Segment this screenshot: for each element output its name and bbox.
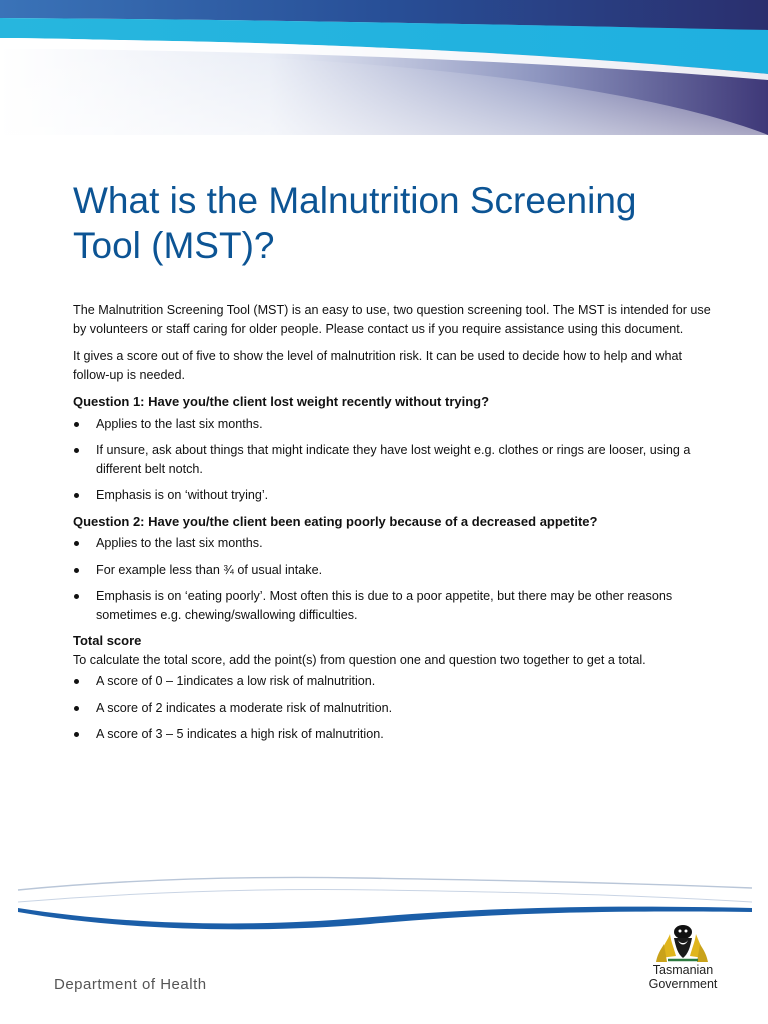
page-title: What is the Malnutrition Screening Tool (MST)? xyxy=(73,180,637,266)
list-item: For example less than ¾ of usual intake. xyxy=(73,561,713,580)
bullet-icon xyxy=(74,594,79,599)
total-score-list xyxy=(73,672,713,744)
list-item: A score of 0 – 1indicates a low risk of malnutrition. xyxy=(73,672,713,691)
bullet-icon xyxy=(74,679,79,684)
bullet-icon xyxy=(74,706,79,711)
question-2-list xyxy=(73,534,713,624)
list-item: A score of 2 indicates a moderate risk of malnutrition. xyxy=(73,699,713,718)
list-item: A score of 3 – 5 indicates a high risk of malnutrition. xyxy=(73,725,713,744)
question-1-list xyxy=(73,415,713,505)
list-item: Emphasis is on ‘eating poorly’. Most often this is due to a poor appetite, but there may be other reasons sometimes e.g. chewing/swallowing difficulties. xyxy=(73,587,713,624)
bullet-icon xyxy=(74,541,79,546)
document-body xyxy=(73,301,713,752)
tasmanian-government-wordmark: Tasmanian Government xyxy=(648,963,718,991)
header-banner xyxy=(0,0,768,135)
bullet-icon xyxy=(74,732,79,737)
bullet-icon xyxy=(74,422,79,427)
bullet-icon xyxy=(74,493,79,498)
intro-paragraph: It gives a score out of five to show the level of malnutrition risk. It can be used to decide how to help and what follow-up is needed. xyxy=(73,349,683,382)
bullet-icon xyxy=(74,448,79,453)
total-score-intro: To calculate the total score, add the point(s) from question one and question two together to get a total. xyxy=(73,652,646,667)
list-item: Applies to the last six months. xyxy=(73,534,713,553)
total-score-heading: Total score xyxy=(73,633,142,648)
intro-paragraph: The Malnutrition Screening Tool (MST) is an easy to use, two question screening tool. The MST is intended for use by volunteers or staff caring for older people. Please contact us if you require assistance using this document. xyxy=(73,303,711,336)
question-2-heading: Question 2: Have you/the client been eating poorly because of a decreased appetite? xyxy=(73,513,598,529)
list-item: Emphasis is on ‘without trying’. xyxy=(73,486,713,505)
department-name: Department of Health xyxy=(54,976,207,993)
bullet-icon xyxy=(74,568,79,573)
list-item: If unsure, ask about things that might indicate they have lost weight e.g. clothes or rings are looser, using a different belt notch. xyxy=(73,441,713,478)
list-item: Applies to the last six months. xyxy=(73,415,713,434)
question-1-heading: Question 1: Have you/the client lost weight recently without trying? xyxy=(73,394,490,409)
